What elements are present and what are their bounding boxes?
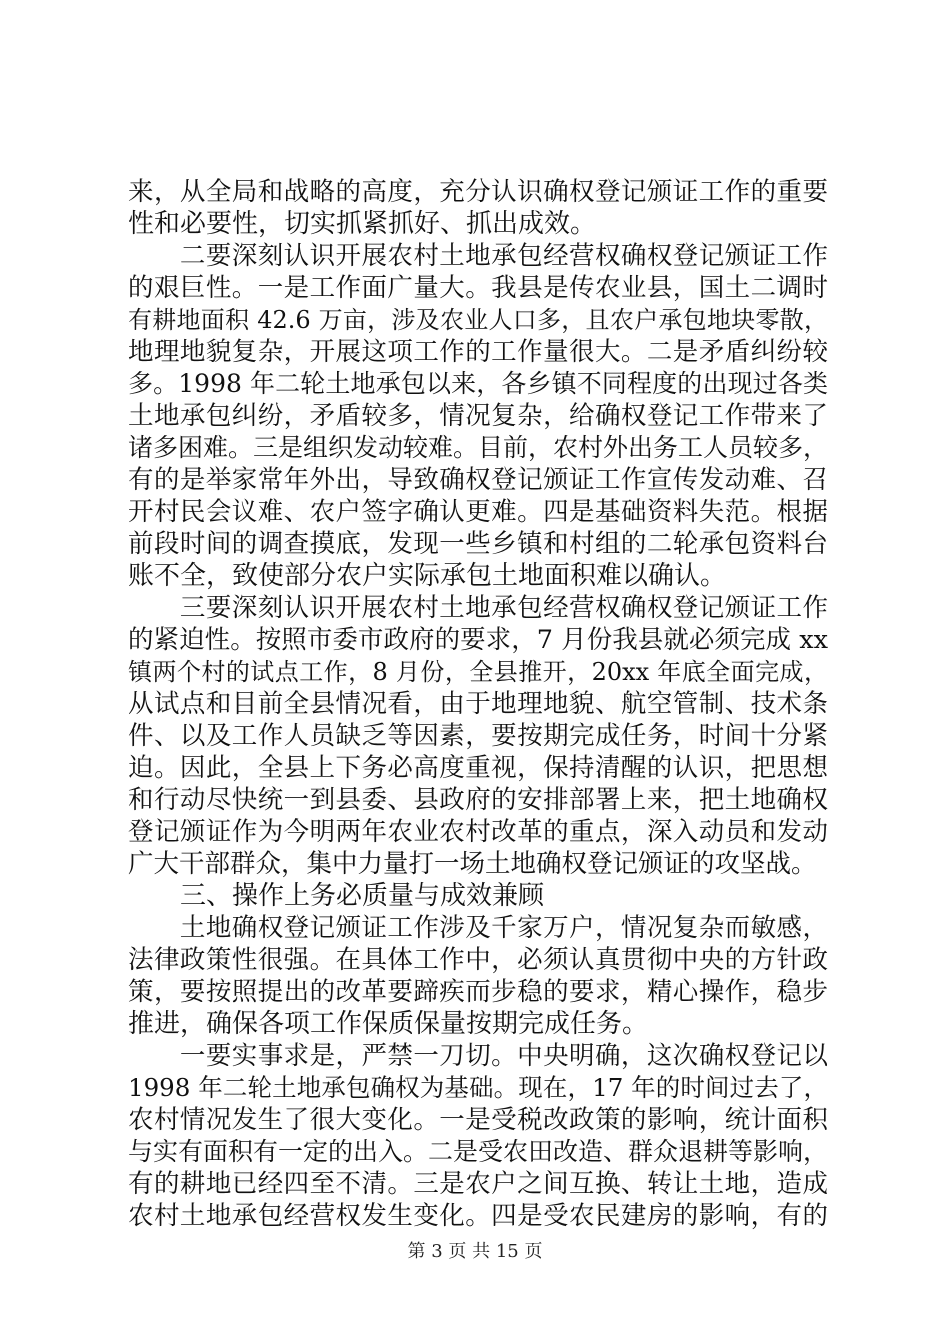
text-line: 有耕地面积 42.6 万亩，涉及农业人口多，且农户承包地块零散， xyxy=(128,306,828,334)
text-line: 土地承包纠纷，矛盾较多，情况复杂，给确权登记工作带来了 xyxy=(128,401,828,431)
document-body xyxy=(128,176,828,1232)
text-line: 农村土地承包经营权发生变化。四是受农民建房的影响，有的 xyxy=(128,1201,828,1231)
text-line: 二要深刻认识开展农村土地承包经营权确权登记颁证工作 xyxy=(128,241,828,271)
text-line: 与实有面积有一定的出入。二是受农田改造、群众退耕等影响， xyxy=(128,1137,829,1166)
text-line: 从试点和目前全县情况看，由于地理地貌、航空管制、技术条 xyxy=(128,689,828,719)
text-line: 开村民会议难、农户签字确认更难。四是基础资料失范。根据 xyxy=(128,497,828,527)
text-line: 有的是举家常年外出，导致确权登记颁证工作宣传发动难、召 xyxy=(128,465,828,495)
text-line: 土地确权登记颁证工作涉及千家万户，情况复杂而敏感， xyxy=(128,913,828,943)
section-heading: 三、操作上务必质量与成效兼顾 xyxy=(128,881,545,911)
text-line: 前段时间的调查摸底，发现一些乡镇和村组的二轮承包资料台 xyxy=(128,529,828,559)
text-line: 件、以及工作人员缺乏等因素，要按期完成任务，时间十分紧 xyxy=(128,721,828,751)
text-line: 登记颁证作为今明两年农业农村改革的重点，深入动员和发动 xyxy=(128,817,828,847)
text-line: 农村情况发生了很大变化。一是受税改政策的影响，统计面积 xyxy=(128,1105,828,1135)
text-line: 策，要按照提出的改革要蹄疾而步稳的要求，精心操作，稳步 xyxy=(128,977,828,1007)
text-line: 有的耕地已经四至不清。三是农户之间互换、转让土地，造成 xyxy=(128,1169,828,1199)
text-line: 性和必要性，切实抓紧抓好、抓出成效。 xyxy=(128,209,597,239)
text-line: 地理地貌复杂，开展这项工作的工作量很大。二是矛盾纠纷较 xyxy=(128,337,828,367)
text-line: 来，从全局和战略的高度，充分认识确权登记颁证工作的重要 xyxy=(128,177,828,207)
page-number-footer: 第 3 页 共 15 页 xyxy=(407,1241,543,1262)
text-line: 法律政策性很强。在具体工作中，必须认真贯彻中央的方针政 xyxy=(128,945,828,975)
text-line: 诸多困难。三是组织发动较难。目前，农村外出务工人员较多， xyxy=(128,433,829,462)
text-line: 一要实事求是，严禁一刀切。中央明确，这次确权登记以 xyxy=(128,1041,828,1071)
text-line: 和行动尽快统一到县委、县政府的安排部署上来，把土地确权 xyxy=(128,785,828,815)
text-line: 广大干部群众，集中力量打一场土地确权登记颁证的攻坚战。 xyxy=(128,849,817,879)
text-line: 账不全，致使部分农户实际承包土地面积难以确认。 xyxy=(128,561,727,591)
text-line: 迫。因此，全县上下务必高度重视，保持清醒的认识，把思想 xyxy=(128,753,828,783)
text-line: 三要深刻认识开展农村土地承包经营权确权登记颁证工作 xyxy=(128,593,828,623)
text-line: 镇两个村的试点工作，8 月份，全县推开，20xx 年底全面完成， xyxy=(128,658,828,686)
text-line: 的艰巨性。一是工作面广量大。我县是传农业县，国土二调时 xyxy=(128,273,828,303)
text-line: 的紧迫性。按照市委市政府的要求，7 月份我县就必须完成 xx xyxy=(128,625,828,655)
text-line: 推进，确保各项工作保质保量按期完成任务。 xyxy=(128,1009,649,1039)
text-line: 多。1998 年二轮土地承包以来，各乡镇不同程度的出现过各类 xyxy=(128,369,828,398)
text-line: 1998 年二轮土地承包确权为基础。现在，17 年的时间过去了， xyxy=(128,1073,828,1102)
